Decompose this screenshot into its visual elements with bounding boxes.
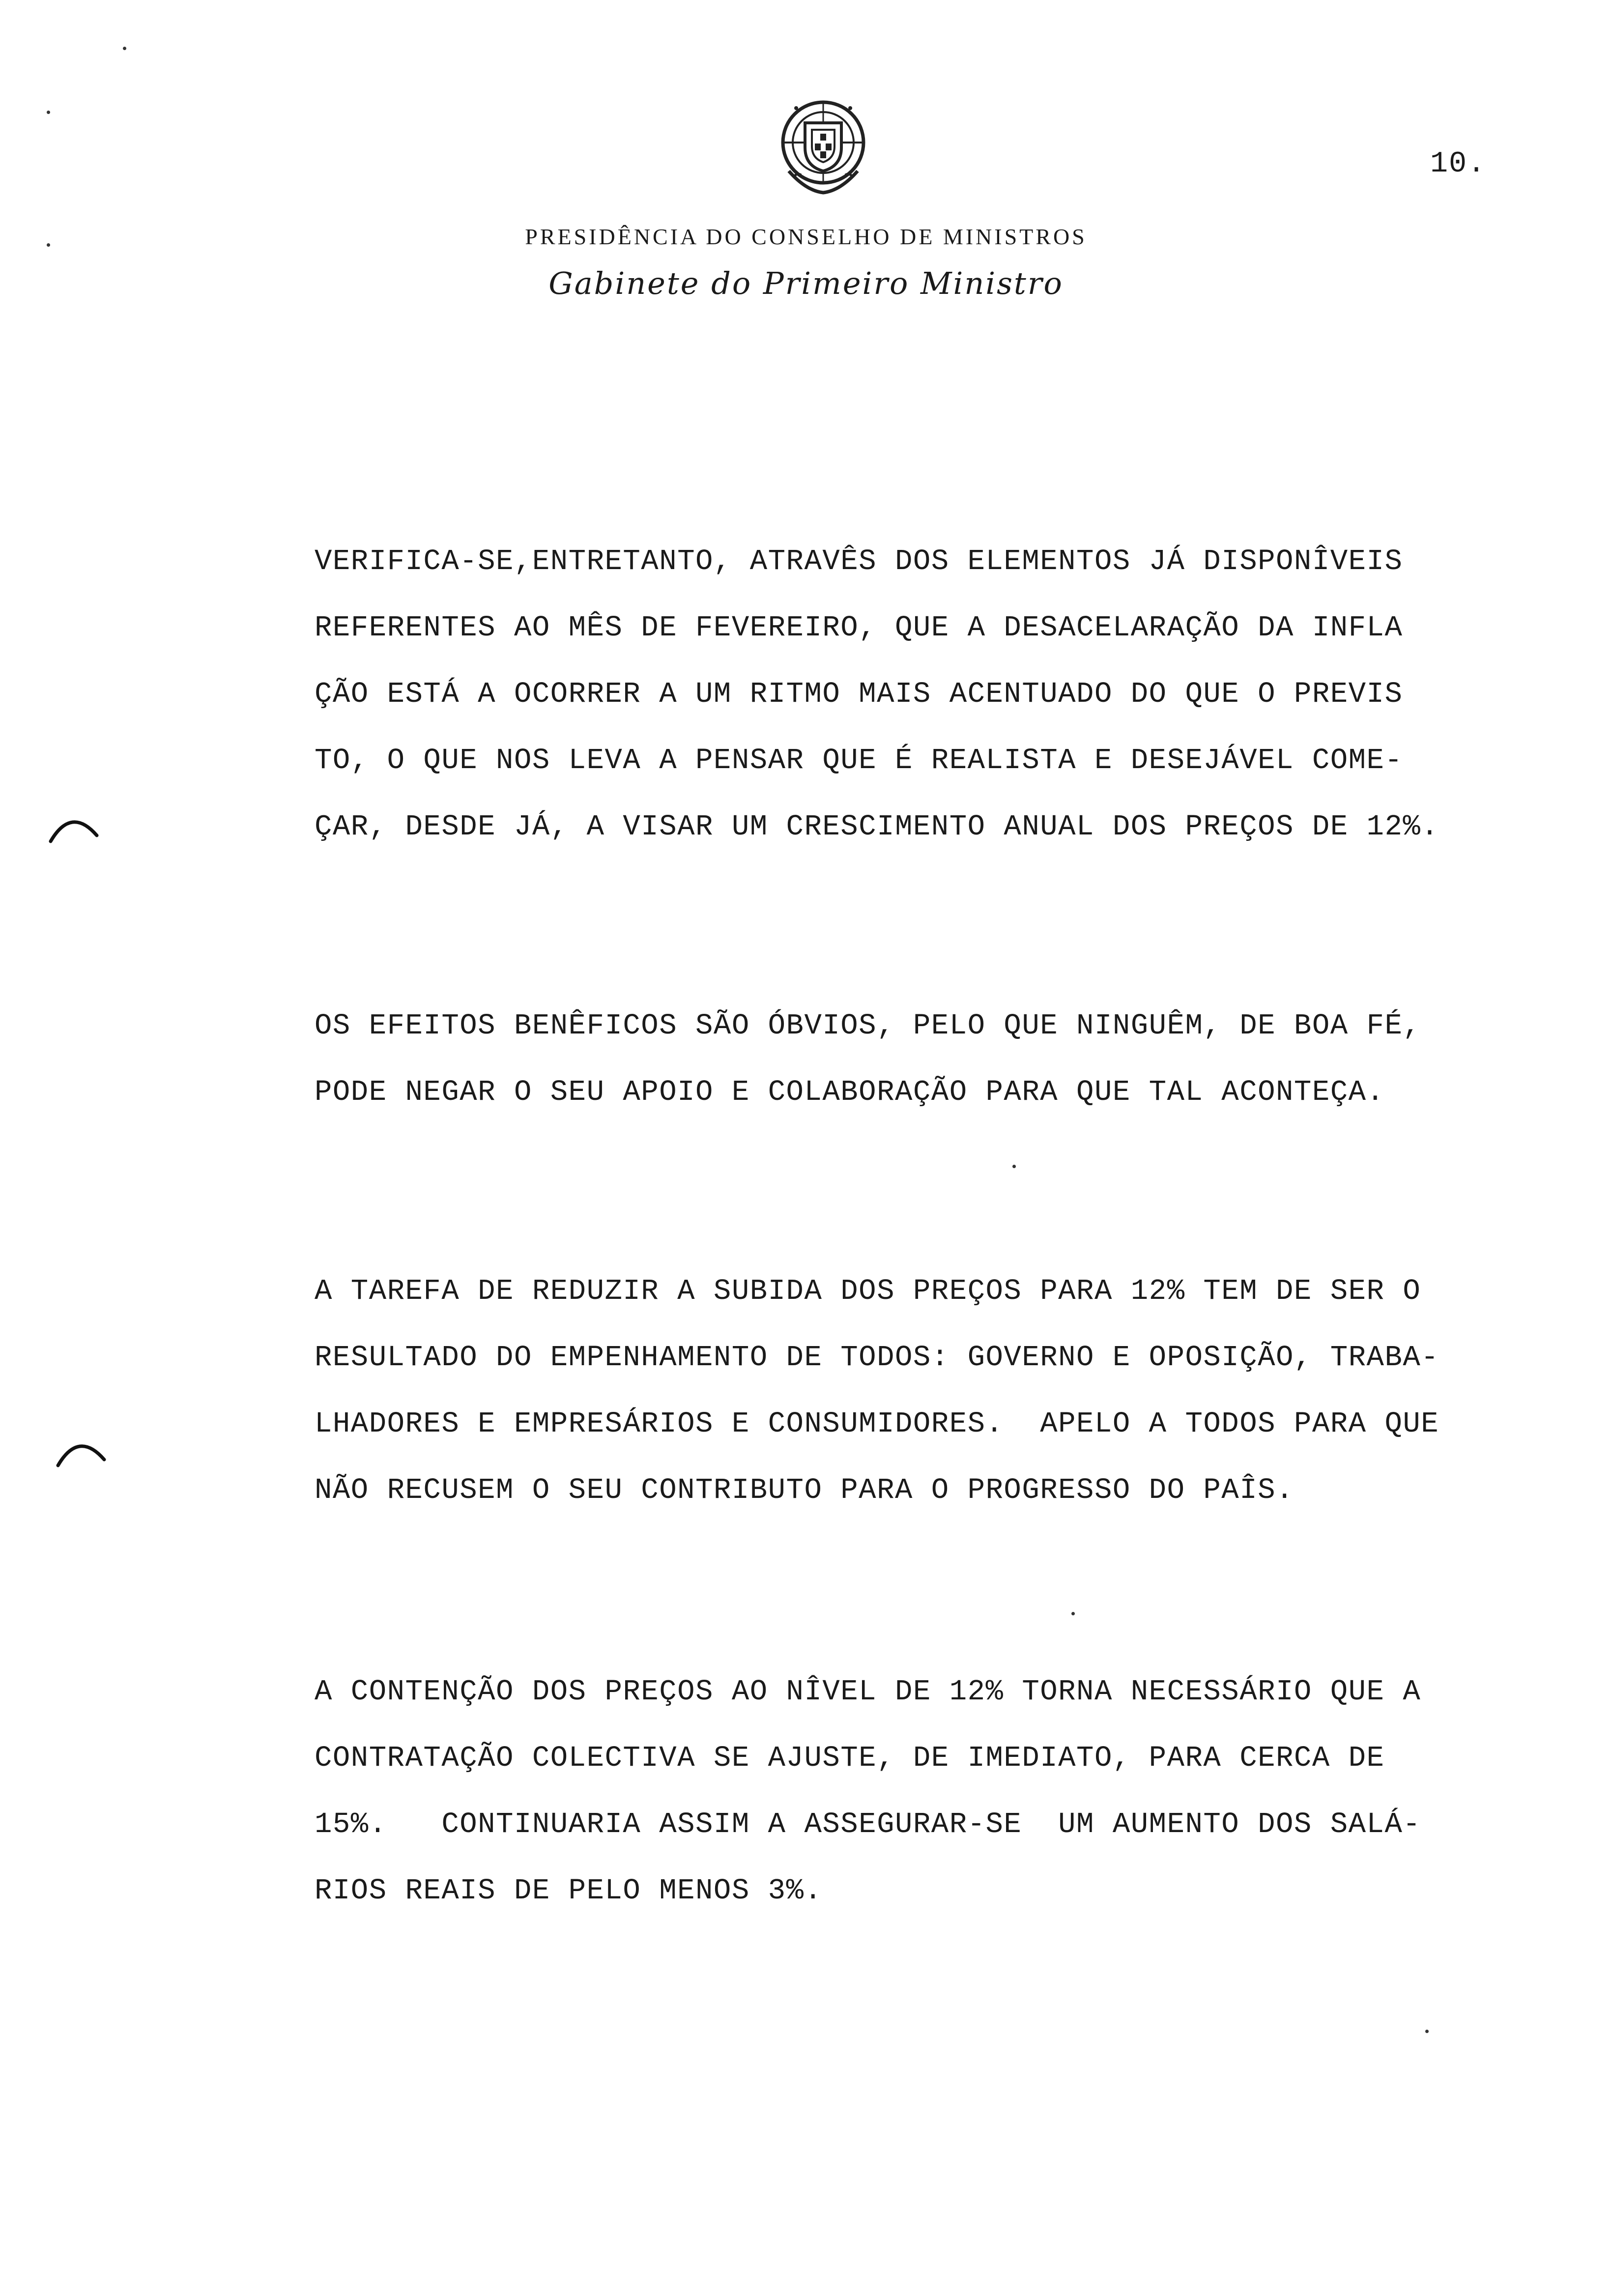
text-line: A CONTENÇÃO DOS PREÇOS AO NÎVEL DE 12% TORNA NECESSÁRIO QUE A	[315, 1675, 1421, 1708]
text-line: ÇÃO ESTÁ A OCORRER A UM RITMO MAIS ACENTUADO DO QUE O PREVIS	[315, 678, 1403, 711]
scan-speck	[47, 111, 50, 114]
scan-speck	[47, 243, 50, 247]
text-line: LHADORES E EMPRESÁRIOS E CONSUMIDORES. APELO A TODOS PARA QUE	[315, 1407, 1439, 1440]
punch-hole-mark-icon	[47, 811, 101, 845]
scan-speck	[123, 47, 126, 50]
scan-speck	[1425, 2030, 1429, 2033]
institution-heading: PRESIDÊNCIA DO CONSELHO DE MINISTROS	[525, 224, 1087, 249]
text-line: A TAREFA DE REDUZIR A SUBIDA DOS PREÇOS PARA 12% TEM DE SER O	[315, 1275, 1421, 1308]
text-line: 15%. CONTINUARIA ASSIM A ASSEGURAR-SE UM AUMENTO DOS SALÁ-	[315, 1808, 1421, 1841]
text-line: REFERENTES AO MÊS DE FEVEREIRO, QUE A DESACELARAÇÃO DA INFLA	[315, 611, 1403, 644]
text-line: OS EFEITOS BENÊFICOS SÃO ÓBVIOS, PELO QUE NINGUÊM, DE BOA FÉ,	[315, 1009, 1421, 1042]
text-line: NÃO RECUSEM O SEU CONTRIBUTO PARA O PROGRESSO DO PAÎS.	[315, 1474, 1294, 1507]
text-line: RIOS REAIS DE PELO MENOS 3%.	[315, 1874, 823, 1907]
paragraph-price-containment	[315, 1659, 1573, 1924]
coat-of-arms-emblem	[767, 88, 880, 201]
text-line: PODE NEGAR O SEU APOIO E COLABORAÇÃO PARA QUE TAL ACONTEÇA.	[315, 1076, 1385, 1109]
scan-speck	[1071, 1612, 1075, 1615]
text-line: ÇAR, DESDE JÁ, A VISAR UM CRESCIMENTO ANUAL DOS PREÇOS DE 12%.	[315, 810, 1439, 843]
page-number: 10.	[1430, 147, 1487, 181]
punch-hole-mark-icon	[54, 1435, 108, 1469]
text-line: VERIFICA-SE,ENTRETANTO, ATRAVÊS DOS ELEMENTOS JÁ DISPONÎVEIS	[315, 545, 1403, 578]
paragraph-benefits	[315, 993, 1573, 1125]
paragraph-inflation-deceleration	[315, 528, 1573, 860]
text-line: RESULTADO DO EMPENHAMENTO DE TODOS: GOVERNO E OPOSIÇÃO, TRABA-	[315, 1341, 1439, 1374]
paragraph-collective-task	[315, 1258, 1573, 1523]
text-line: TO, O QUE NOS LEVA A PENSAR QUE É REALISTA E DESEJÁVEL COME-	[315, 744, 1403, 777]
text-line: CONTRATAÇÃO COLECTIVA SE AJUSTE, DE IMEDIATO, PARA CERCA DE	[315, 1742, 1385, 1775]
cabinet-script-subheading: Gabinete do Primeiro Ministro	[548, 265, 1064, 301]
scan-speck	[1012, 1165, 1016, 1168]
